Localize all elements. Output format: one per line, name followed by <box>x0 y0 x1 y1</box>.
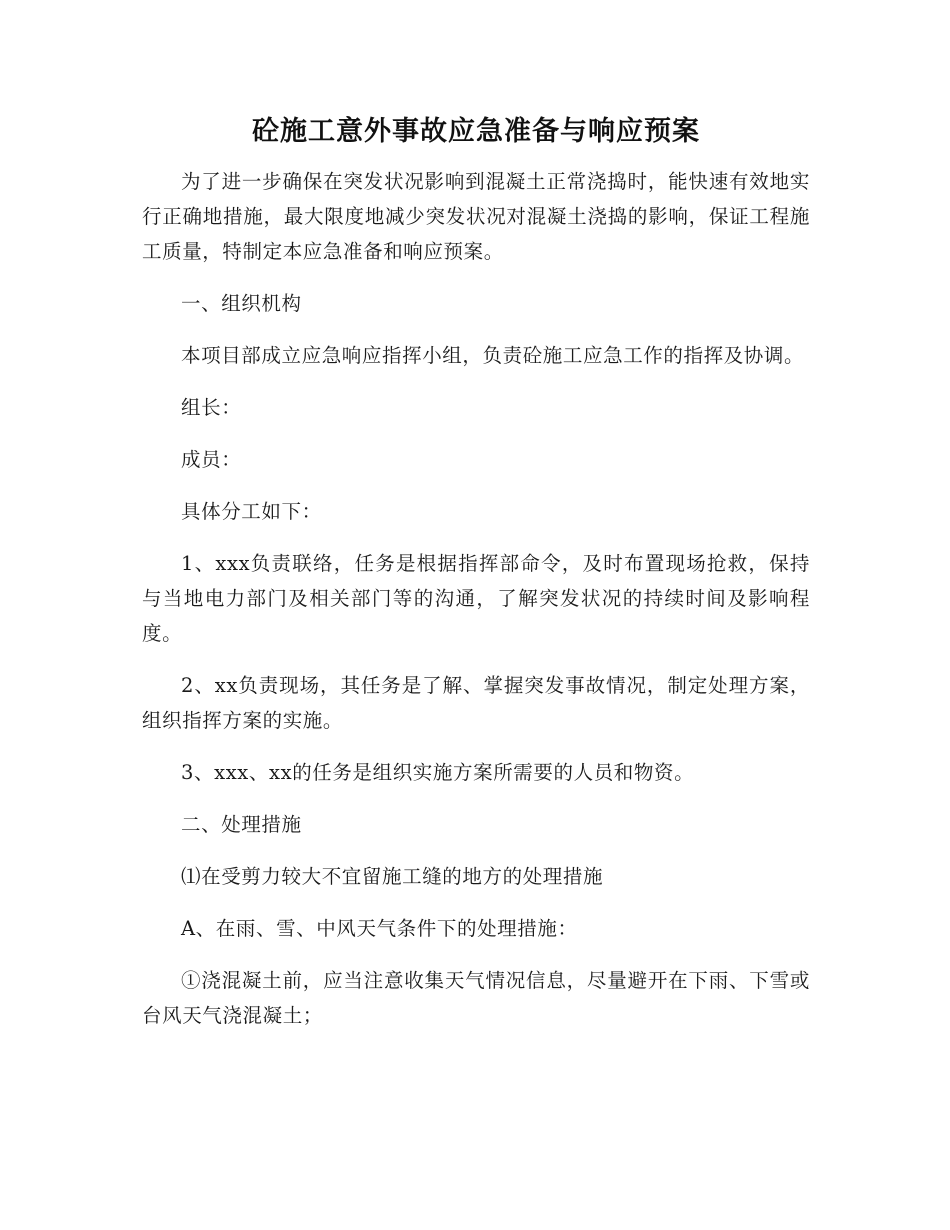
document-body <box>142 110 810 1050</box>
subsection-heading-weather: A、在雨、雪、中风天气条件下的处理措施： <box>181 917 578 940</box>
list-item-onsite: 2、xx负责现场，其任务是了解、掌握突发事故情况，制定处理方案，组织指挥方案的实施。 <box>142 674 810 732</box>
paragraph-group-leader: 组长： <box>181 396 242 419</box>
list-item-liaison: 1、xxx负责联络，任务是根据指挥部命令，及时布置现场抢救，保持与当地电力部门及相关部门等的沟通，了解突发状况的持续时间及影响程度。 <box>142 552 810 645</box>
paragraph-division-intro: 具体分工如下： <box>181 500 322 523</box>
section-heading-measures: 二、处理措施 <box>181 813 302 836</box>
list-item-weather-info: ①浇混凝土前，应当注意收集天气情况信息，尽量避开在下雨、下雪或台风天气浇混凝土； <box>142 969 810 1027</box>
paragraph-intro: 为了进一步确保在突发状况影响到混凝土正常浇捣时，能快速有效地实行正确地措施，最大限度地减少突发状况对混凝土浇捣的影响，保证工程施工质量，特制定本应急准备和响应预案。 <box>142 170 810 263</box>
subsection-heading-shear: ⑴在受剪力较大不宜留施工缝的地方的处理措施 <box>181 865 604 888</box>
document-title: 砼施工意外事故应急准备与响应预案 <box>252 116 700 147</box>
list-item-resources: 3、xxx、xx的任务是组织实施方案所需要的人员和物资。 <box>181 761 695 784</box>
section-heading-organization: 一、组织机构 <box>181 292 302 315</box>
paragraph-command-group: 本项目部成立应急响应指挥小组，负责砼施工应急工作的指挥及协调。 <box>181 344 805 367</box>
paragraph-members: 成员： <box>181 448 242 471</box>
